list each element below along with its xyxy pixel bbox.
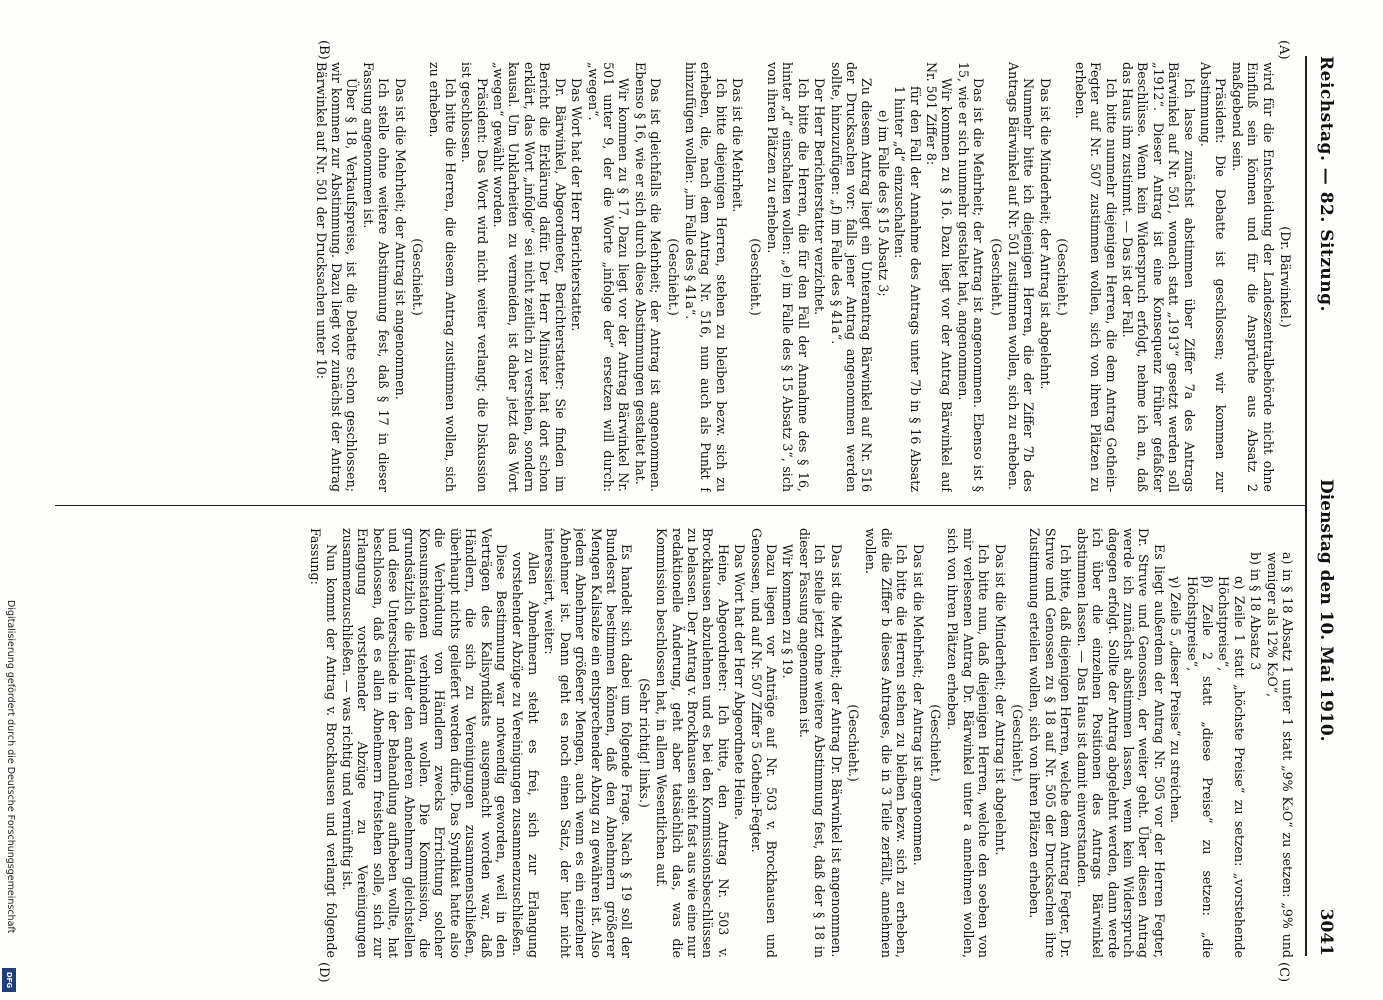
- paragraph: Das ist die Mehrheit; der Antrag ist angenommen.: [910, 544, 926, 866]
- motion-text: e) im Falle des § 15 Absatz 3;: [875, 110, 891, 297]
- page-header: [1311, 56, 1341, 956]
- paragraph: Das ist die Minderheit; der Antrag ist abgelehnt.: [992, 544, 1008, 856]
- paragraph: Wir kommen zu § 16. Dazu liegt vor der Antrag Bärwinkel auf Nr. 501 Ziffer 8:: [924, 62, 955, 492]
- stage-note: (Geschieht.): [665, 238, 681, 316]
- paragraph: Das ist gleichfalls die Mehrheit; der Antrag ist angenommen. Ebenso § 16, wie er sich durch diese Abstimmungen gestaltet hat.: [632, 62, 664, 492]
- paragraph: Ich stelle ohne weitere Abstimmung fest, daß § 17 in dieser Fassung angenommen ist.: [360, 62, 392, 492]
- paragraph: Das ist die Minderheit; der Antrag ist abgelehnt.: [1037, 78, 1053, 390]
- paragraph: Das ist die Mehrheit; der Antrag ist angenommen. Ebenso ist § 15, wie er sich nunmehr gestaltet hat, angenommen.: [955, 62, 987, 492]
- margin-mark-c: (C): [1276, 962, 1291, 983]
- paragraph: Ich lasse zunächst abstimmen über Ziffer 7a des Antrags Bärwinkel auf Nr. 501, wonach statt „1913“ gesetzt werden soll „1912“. Dieser Antrag ist eine Konsequenz früher gefaßter Beschlüsse. Wenn kein Widerspruch erfolgt, nehme ich an, daß das Haus ihm zustimmt. — Das ist der Fall.: [1119, 62, 1197, 492]
- paragraph: Ich bitte die Herren, die diesem Antrag zustimmen wollen, sich zu erheben.: [427, 62, 458, 492]
- stage-note: (Geschieht.): [1010, 704, 1026, 782]
- funding-notice: [2, 600, 16, 990]
- motion-text: a) in § 18 Absatz 1 unter 1 statt „9% K₂O“ zu setzen: „9% und weniger als 12% K₂O“,: [1264, 552, 1295, 958]
- paragraph: Ich bitte nunmehr diejenigen Herren, die dem Antrag Gothein-Fegter auf Nr. 507 zustimmen wollen, sich von ihren Plätzen zu erheben.: [1072, 62, 1119, 492]
- paragraph: Es liegt außerdem der Antrag Nr. 505 vor der Herren Fegter, Dr. Struve und Genossen, der weiter geht. Über diesen Antrag werde ich zunächst abstimmen lassen, wenn kein Widerspruch dagegen erfolgt. Sollte der Antrag abgelehnt werden, dann werde ich über die einzelnen Positionen des Antrags Bärwinkel abstimmen lassen. — Das Haus ist damit einverstanden.: [1074, 528, 1167, 958]
- motion-text: β) Zeile 2 statt „diese Preise“ zu setzen: „die Höchstpreise“,: [1184, 576, 1215, 958]
- dfg-logo-text: DFG: [5, 971, 13, 989]
- paragraph: Ich bitte nun, daß diejenigen Herren, welche den soeben von mir verlesenen Antrag Dr. Bärwinkel unter a annehmen wollen, sich von ihren Plätzen erheben.: [945, 528, 992, 958]
- stage-note: (Geschieht.): [928, 704, 944, 782]
- paragraph: Das ist die Mehrheit.: [730, 78, 746, 213]
- margin-mark-b: (B): [316, 40, 331, 60]
- stage-note: (Sehr richtig! links.): [636, 678, 652, 808]
- page-number: 3041: [1316, 908, 1336, 956]
- header-left: Reichstag. — 82. Sitzung.: [1316, 56, 1336, 312]
- paragraph: Der Herr Berichterstatter verzichtet.: [812, 78, 828, 316]
- motion-text: b) in § 18 Absatz 3: [1248, 552, 1264, 671]
- paragraph: Das ist die Mehrheit; der Antrag Dr. Bärwinkel ist angenommen.: [828, 544, 844, 958]
- funding-notice-text: Digitalisierung gefördert durch die Deutsche Forschungsgemeinschaft: [5, 600, 16, 934]
- stage-note: (Geschieht.): [747, 238, 763, 316]
- quoted-text: Allen Abnehmern steht es frei, sich zur Erlangung vorstehender Abzüge zu Vereinigungen zusammenzuschließen.: [510, 552, 541, 958]
- column-divider: [55, 505, 1305, 506]
- paragraph: wird für die Entscheidung der Landeszentralbehörde nicht ohne Einfluß sein können und für die Ansprüche aus Absatz 2 maßgebend sein.: [1229, 62, 1276, 492]
- paragraph: Es handelt sich dabei um folgende Frage. Nach § 19 soll der Bundesrat bestimmen können, daß den Abnehmern größerer Mengen Kalisalze ein entsprechender Abzug zu gewähren ist. Also jedem Abnehmer größerer Mengen, auch wenn es ein einzelner Abnehmer ist. Dann geht es noch einen Satz, der hier nicht interessiert, weiter:: [542, 528, 635, 958]
- paragraph: Über § 18, Verkaufspreise, ist die Debatte schon geschlossen; wir kommen zur Abstimmung. Dazu liegt vor zunächst der Antrag Bärwinkel auf Nr. 501 der Drucksachen unter 10:: [313, 62, 360, 492]
- right-column: [55, 528, 1295, 958]
- stage-note: (Geschieht.): [846, 704, 862, 782]
- margin-mark-a: (A): [1276, 40, 1291, 60]
- paragraph: Das Wort hat der Herr Berichterstatter.: [569, 78, 585, 332]
- paragraph: Dr. Bärwinkel, Abgeordneter, Berichterstatter: Sie finden im Bericht die Erklärung dafür. Der Herr Minister hat dort schon erklärt, das Wort „infolge“ sei nicht zeitlich zu verstehen, sondern kausal. Um Unklarheiten zu vermeiden, ist daher jetzt das Wort „wegen“ gewählt worden.: [491, 62, 568, 492]
- stage-note: (Geschieht.): [1055, 238, 1071, 316]
- paragraph: Das ist die Mehrheit; der Antrag ist angenommen.: [392, 78, 408, 400]
- paragraph: Ich bitte diejenigen Herren, stehen zu bleiben bezw. sich zu erheben, die, nach dem Antrag Nr. 516, nun auch als Punkt f hinzufügen wollen: „im Falle des § 41a“.: [682, 62, 729, 492]
- paragraph: Präsident: Das Wort wird nicht weiter verlangt; die Diskussion ist geschlossen.: [459, 62, 490, 492]
- paragraph: Präsident: Die Debatte ist geschlossen; wir kommen zur Abstimmung.: [1197, 62, 1229, 492]
- paragraph: Nun kommt der Antrag v. Brockhausen und verlangt folgende Fassung:: [308, 528, 339, 958]
- stage-note: (Geschieht.): [410, 238, 426, 316]
- paragraph: Wir kommen zu § 19.: [780, 544, 796, 679]
- motion-text: für den Fall der Annahme des Antrags unter 7b in § 16 Absatz 1 hinter „d“ einzuschalten:: [892, 86, 923, 492]
- stage-note: (Geschieht.): [988, 238, 1004, 316]
- speaker-note: (Dr. Bärwinkel.): [1278, 226, 1293, 328]
- paragraph: Wir kommen zu § 17. Dazu liegt vor der Antrag Bärwinkel Nr. 501 unter 9, der die Worte „infolge der“ ersetzen will durch: „wegen“.: [585, 62, 632, 492]
- dfg-logo: [2, 968, 16, 992]
- header-rule: [1305, 56, 1307, 956]
- motion-text: α) Zeile 1 statt „höchste Preise“ zu setzen: „vorstehende Höchstpreise“,: [1216, 576, 1247, 958]
- header-center: Dienstag den 10. Mai 1910.: [1316, 479, 1336, 742]
- paragraph: Ich bitte die Herren, die für den Fall der Annahme des § 16, hinter „d“ einschalten wollen: „e) im Falle des § 15 Absatz 3“, sich von ihren Plätzen zu erheben.: [765, 62, 811, 492]
- paragraph: Heine, Abgeordneter: Ich bitte, den Antrag Nr. 503 v. Brockhausen abzulehnen und es bei den Kommissionsbeschlüssen zu belassen. Der Antrag v. Brockhausen sieht fast aus wie eine nur redaktionelle Änderung, geht aber tatsächlich das, was die Kommission beschlossen hat, in allem Wesentlichen auf.: [654, 528, 731, 958]
- paragraph: Diese Bestimmung war notwendig geworden, weil in den Verträgen des Kalisyndikats ausgemacht worden war, daß Händlern, die sich zu Vereinigungen zusammenschließen, überhaupt nichts geliefert werden dürfe. Das Syndikat hatte also die Verbindung von Händlern zwecks Errichtung solcher Konsumstationen verhindern wollen. Die Kommission, die grundsätzlich die Händler den anderen Abnehmern gleichstellen und diese Unterschiede in der Behandlung aufheben wollte, hat beschlossen, daß es allen Abnehmern freistehen solle, sich zur Erlangung vorstehender Abzüge zu Vereinigungen zusammenzuschließen. — was richtig und vernünftig ist.: [340, 528, 510, 958]
- paragraph: Zu diesem Antrag liegt ein Unterantrag Bärwinkel auf Nr. 516 der Drucksachen vor: falls jener Antrag angenommen werden sollte, hinzuzufügen: „f) im Falle des § 41a“.: [828, 62, 875, 492]
- paragraph: Ich stelle jetzt ohne weitere Abstimmung fest, daß der § 18 in dieser Fassung angenommen ist.: [796, 528, 828, 958]
- left-column: [55, 62, 1295, 492]
- paragraph: Nunmehr bitte ich diejenigen Herren, die der Ziffer 7b des Antrags Bärwinkel auf Nr. 501 zustimmen wollen, sich zu erheben.: [1006, 62, 1037, 492]
- margin-mark-d: (D): [316, 962, 331, 983]
- paragraph: Das Wort hat der Herr Abgeordnete Heine.: [732, 544, 748, 820]
- paragraph: Ich bitte die Herren stehen zu bleiben bezw. sich zu erheben, die die Ziffer b dieses Antrages, die in 3 Teile zerfällt, annehmen wollen.: [863, 528, 910, 958]
- motion-text: γ) Zeile 5 „dieser Preise“ zu streichen.: [1168, 576, 1184, 824]
- paragraph: Dazu liegen vor Anträge auf Nr. 503 v. Brockhausen und Genossen, und auf Nr. 507 Ziffer 5 Gothein-Fegter.: [748, 528, 779, 958]
- paragraph: Ich bitte, daß diejenigen Herren, welche dem Antrag Fegter, Dr. Struve und Genossen zu § 18 auf Nr. 505 der Drucksachen ihre Zustimmung erteilen wollen, sich von ihren Plätzen erheben.: [1027, 528, 1074, 958]
